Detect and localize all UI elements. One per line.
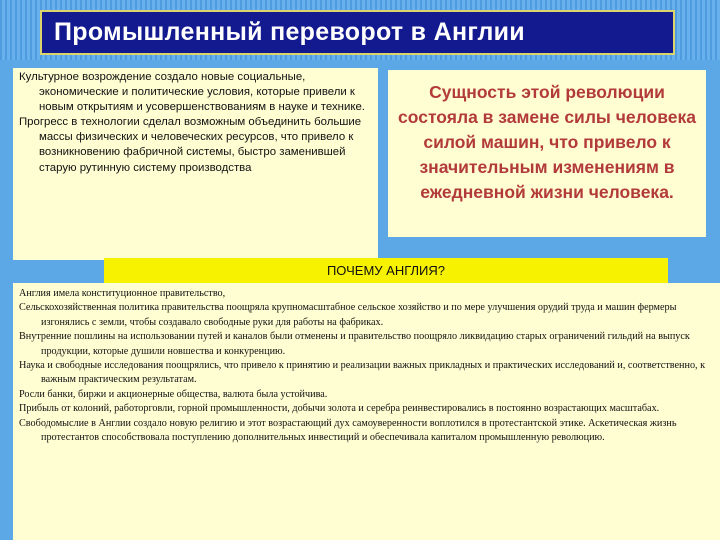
essence-text: Сущность этой революции состояла в замене силы человека силой машин, что привело к значительным изменениям в ежедневной жизни человека. [398, 82, 696, 202]
why-england-heading: ПОЧЕМУ АНГЛИЯ? [326, 263, 446, 278]
intro-paragraph: Культурное возрождение создало новые социальные, экономические и политические условия, которые привели к новым открытиям и усовершенствованиям в науке и технике. [19, 71, 365, 114]
reasons-list [13, 283, 720, 540]
page-title: Промышленный переворот в Англии [54, 18, 525, 46]
intro-paragraph: Прогресс в технологии сделал возможным объединить большие массы физических и человеческих ресурсов, что привело к возникновению фабричной системы, быстро заменившей старую рутинную систему производства [19, 116, 362, 174]
reason-item: Прибыль от колоний, работорговли, горной промышленности, добычи золота и серебра реинвестировались в постоянно возрастающих масштабах. [19, 403, 660, 415]
reason-item: Свободомыслие в Англии создало новую религию и этот возрастающий дух самоуверенности воплотился в протестантской этике. Аскетическая жизнь протестантов способствовала поступлению дополнительных инвестиций и обеспечивала капиталом промышленную революцию. [19, 417, 677, 444]
title-banner [40, 10, 675, 55]
reason-item: Наука и свободные исследования поощрялись, что привело к принятию и реализации важных прикладных и практических исследований и, соответственно, к важным практическим результатам. [19, 360, 706, 386]
essence-callout [388, 70, 706, 237]
reason-item: Сельскохозяйственная политика правительства поощряла крупномасштабное сельское хозяйство и по мере улучшения орудий труда и машин фермеры изгонялись с земли, чтобы создавало свободные руки для работы на фабриках. [19, 302, 677, 328]
reason-item: Внутренние пошлины на использовании путей и каналов были отменены и правительство поощряло ликвидацию старых ограничений гильдий на выпуск продукции, которые душили новшества и конкуренцию. [19, 331, 690, 357]
reason-item: Росли банки, биржи и акционерные общества, валюта была устойчива. [19, 388, 328, 400]
intro-text-box [13, 68, 378, 260]
why-england-banner [104, 258, 668, 284]
reason-item: Англия имела конституционное правительство, [19, 288, 226, 299]
